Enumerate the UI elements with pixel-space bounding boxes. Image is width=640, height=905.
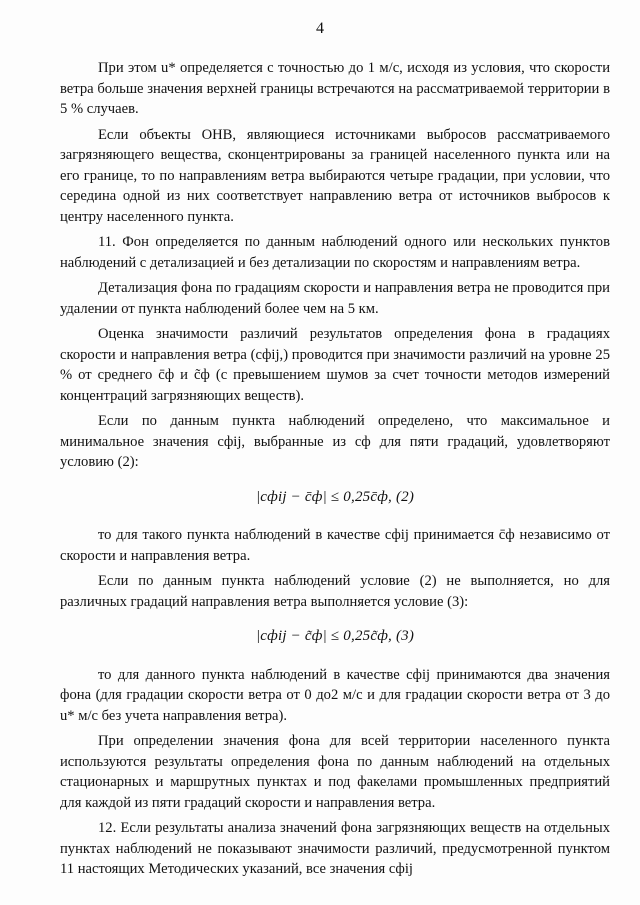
document-body [60, 58, 610, 885]
formula-2: |cфij − c̄ф| ≤ 0,25c̄ф, (2) [255, 488, 415, 505]
paragraph-detailing: Детализация фона по градациям скорости и направления ветра не проводится при удалении от пункта наблюдений более чем на 5 км. [60, 280, 610, 317]
paragraph-territory-background: При определении значения фона для всей территории населенного пункта используются результаты определения фона по данным наблюдений на отдельных стационарных и маршрутных пунктах и под факелами промышленных предприятий для каждой из пяти градаций скорости и направления ветра. [60, 733, 610, 811]
paragraph-u-star-accuracy: При этом u* определяется с точностью до 1 м/с, исходя из условия, что скорости ветра больше значения верхней границы встречаются на рассматриваемой территории в 5 % случаев. [60, 60, 610, 117]
paragraph-significance: Оценка значимости различий результатов определения фона в градациях скорости и направления ветра (cфij,) проводится при значимости различий на уровне 25 % от среднего c̄ф и c̃ф (с превышением шумов за счет точности методов измерений концентраций загрязняющих веществ). [60, 326, 610, 404]
paragraph-12: 12. Если результаты анализа значений фона загрязняющих веществ на отдельных пунктах наблюдений не показывают значимости различий, предусмотренной пунктом 11 настоящих Методических указаний, все значения cфij [60, 820, 610, 877]
paragraph-onv-objects: Если объекты ОНВ, являющиеся источниками выбросов рассматриваемого загрязняющего вещества, сконцентрированы за границей населенного пункта или на его границе, то по направлениям ветра выбираются четыре градации, при условии, что середина одной из них соответствует направлению ветра от источников выбросов к центру населенного пункта. [60, 126, 610, 225]
paragraph-condition-2-intro: Если по данным пункта наблюдений определено, что максимальное и минимальное значения cфij, выбранные из cф для пяти градаций, удовлетворяют условию (2): [60, 413, 610, 470]
page-number: 4 [316, 20, 324, 37]
formula-3: |cфij − c̃ф| ≤ 0,25c̃ф, (3) [255, 628, 415, 644]
paragraph-condition-2-result: то для такого пункта наблюдений в качестве cфij принимается c̄ф независимо от скорости и направления ветра. [60, 527, 610, 564]
paragraph-condition-3-intro: Если по данным пункта наблюдений условие (2) не выполняется, но для различных градаций направления ветра выполняется условие (3): [60, 573, 610, 610]
paragraph-condition-3-result: то для данного пункта наблюдений в качестве cфij принимаются два значения фона (для градации скорости ветра от 0 до2 м/с и для градации скорости ветра от 3 до u* м/с без учета направления ветра). [60, 666, 610, 724]
paragraph-11-background: 11. Фон определяется по данным наблюдений одного или нескольких пунктов наблюдений с детализацией и без детализации по скоростям и направлениям ветра. [60, 234, 610, 271]
